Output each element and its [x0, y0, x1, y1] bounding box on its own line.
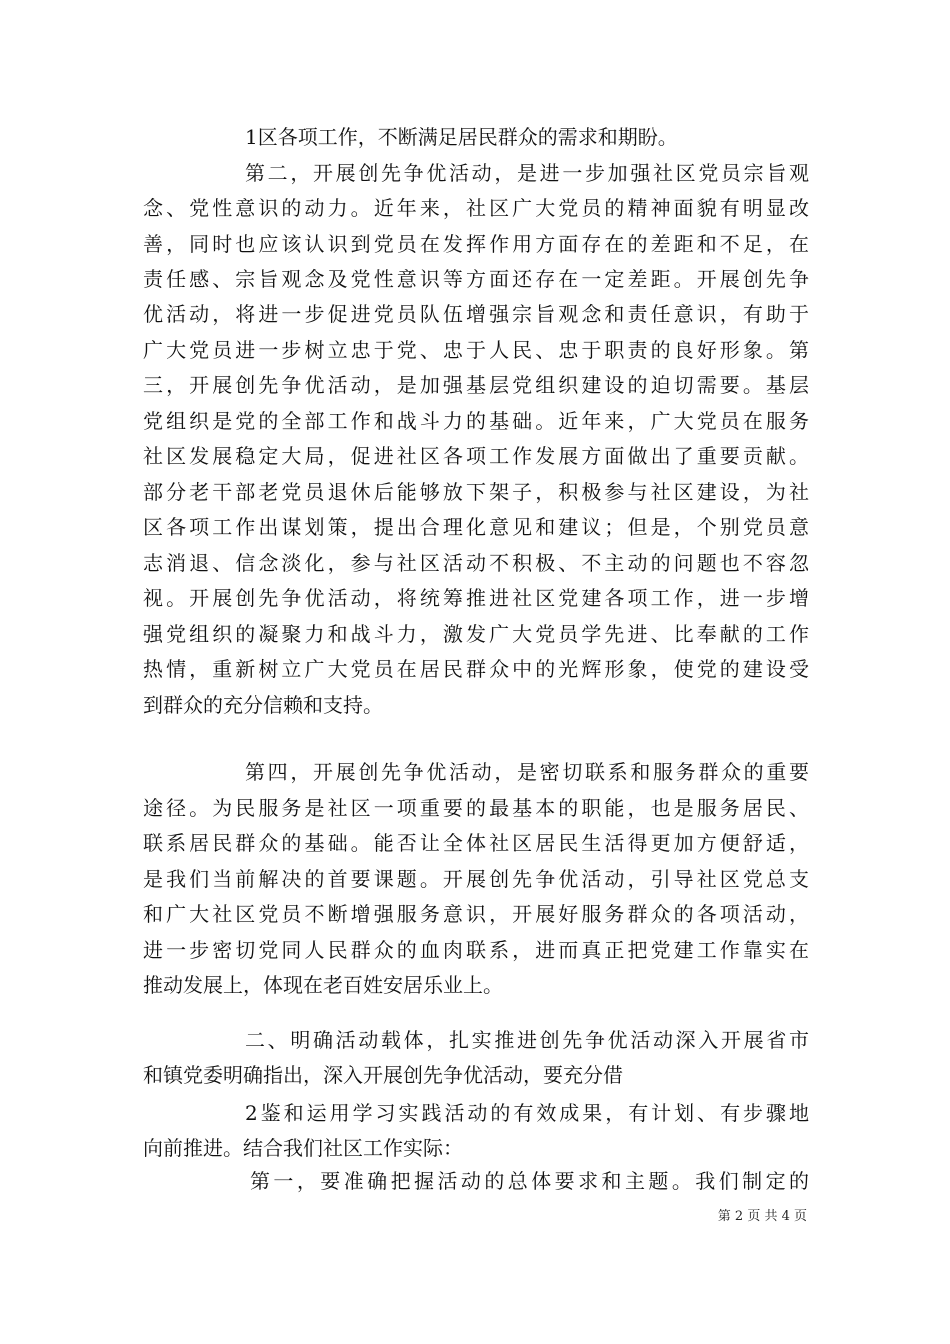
text-line-24: 推动发展上，体现在老百姓安居乐业上。 — [143, 973, 503, 997]
text-line-22: 和广大社区党员不断增强服务意识，开展好服务群众的各项活动， — [143, 902, 809, 926]
text-line-1: 1区各项工作，不断满足居民群众的需求和期盼。 — [245, 125, 678, 149]
text-line-17: 到群众的充分信赖和支持。 — [143, 693, 383, 717]
text-line-19: 途径。为民服务是社区一项重要的最基本的职能，也是服务居民、 — [143, 796, 809, 820]
text-line-28: 向前推进。结合我们社区工作实际： — [143, 1136, 463, 1160]
text-line-16: 热情，重新树立广大党员在居民群众中的光辉形象，使党的建设受 — [143, 657, 809, 681]
text-line-21: 是我们当前解决的首要课题。开展创先争优活动，引导社区党总支 — [143, 867, 809, 891]
text-line-4: 善，同时也应该认识到党员在发挥作用方面存在的差距和不足，在 — [143, 232, 809, 256]
text-line-14: 视。开展创先争优活动，将统筹推进社区党建各项工作，进一步增 — [143, 586, 809, 610]
text-line-5: 责任感、宗旨观念及党性意识等方面还存在一定差距。开展创先争 — [143, 267, 809, 291]
text-line-7: 广大党员进一步树立忠于党、忠于人民、忠于职责的良好形象。第 — [143, 338, 809, 362]
text-line-26: 和镇党委明确指出，深入开展创先争优活动，要充分借 — [143, 1063, 623, 1087]
text-line-25: 二、明确活动载体，扎实推进创先争优活动深入开展省市 — [245, 1028, 809, 1052]
text-line-11: 部分老干部老党员退休后能够放下架子，积极参与社区建设，为社 — [143, 480, 809, 504]
text-line-13: 志消退、信念淡化，参与社区活动不积极、不主动的问题也不容忽 — [143, 551, 809, 575]
text-line-12: 区各项工作出谋划策，提出合理化意见和建议；但是，个别党员意 — [143, 515, 809, 539]
text-line-6: 优活动，将进一步促进党员队伍增强宗旨观念和责任意识，有助于 — [143, 302, 809, 326]
text-line-18: 第四，开展创先争优活动，是密切联系和服务群众的重要 — [245, 760, 809, 784]
text-line-8: 三，开展创先争优活动，是加强基层党组织建设的迫切需要。基层 — [143, 373, 809, 397]
page-footer: 第 2 页 共 4 页 — [717, 1209, 807, 1224]
text-line-9: 党组织是党的全部工作和战斗力的基础。近年来，广大党员在服务 — [143, 409, 809, 433]
text-line-2: 第二，开展创先争优活动，是进一步加强社区党员宗旨观 — [245, 161, 809, 185]
text-line-29: 第一，要准确把握活动的总体要求和主题。我们制定的 — [250, 1169, 809, 1193]
text-line-23: 进一步密切党同人民群众的血肉联系，进而真正把党建工作靠实在 — [143, 938, 809, 962]
text-line-3: 念、党性意识的动力。近年来，社区广大党员的精神面貌有明显改 — [143, 196, 809, 220]
text-line-27: 2鉴和运用学习实践活动的有效成果，有计划、有步骤地 — [245, 1101, 809, 1125]
text-line-10: 社区发展稳定大局，促进社区各项工作发展方面做出了重要贡献。 — [143, 444, 809, 468]
text-line-20: 联系居民群众的基础。能否让全体社区居民生活得更加方便舒适， — [143, 831, 809, 855]
text-line-15: 强党组织的凝聚力和战斗力，激发广大党员学先进、比奉献的工作 — [143, 622, 809, 646]
